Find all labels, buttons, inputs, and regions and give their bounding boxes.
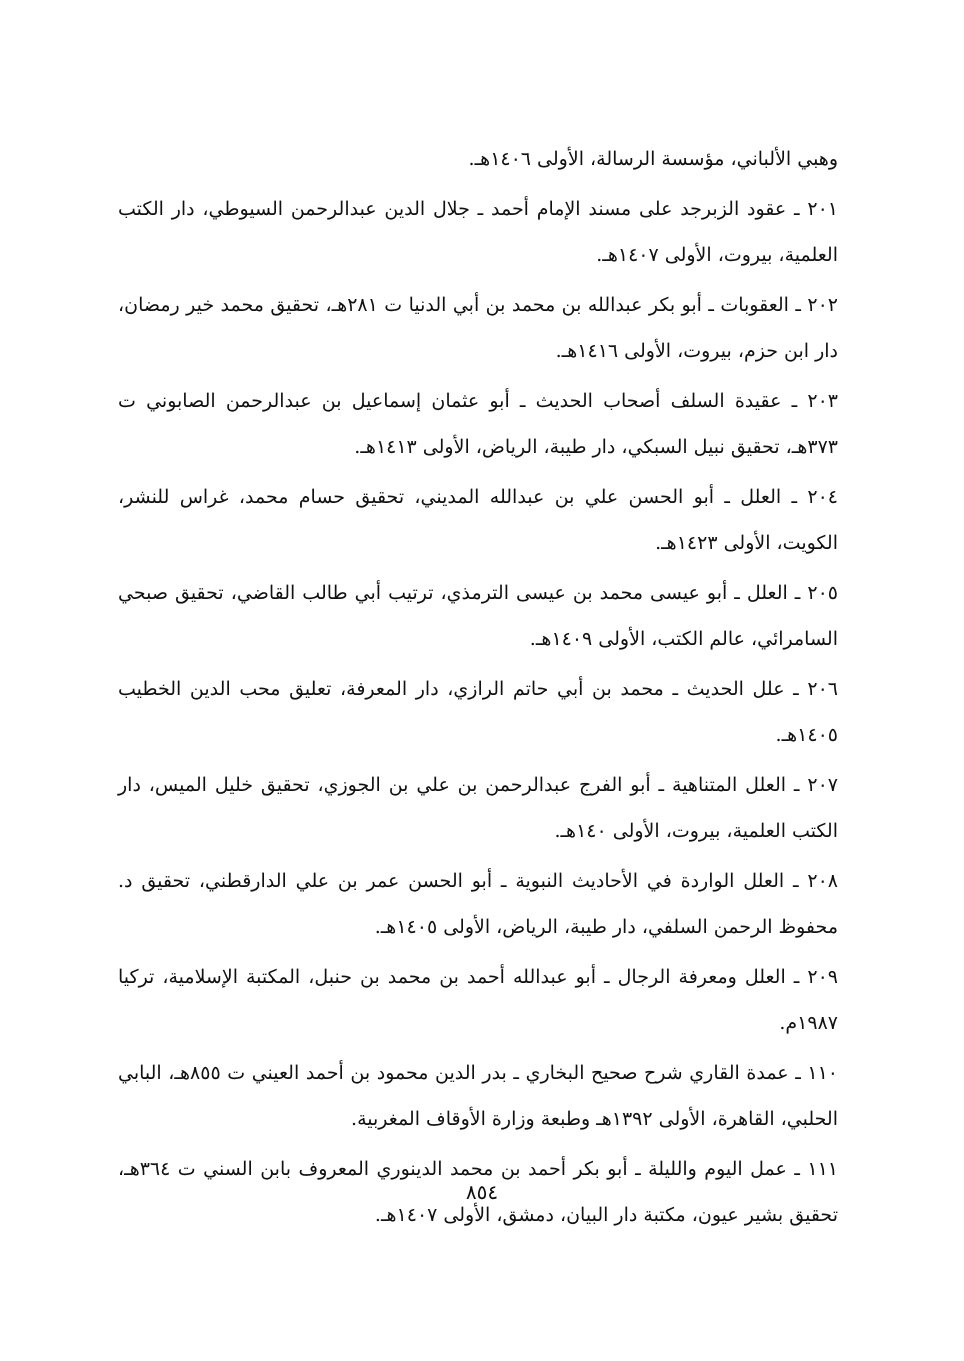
bibliography-entry-209: ٢٠٩ ـ العلل ومعرفة الرجال ـ أبو عبدالله أحمد بن محمد بن حنبل، المكتبة الإسلامية، تركيا ١٩٨٧م. <box>118 966 838 1034</box>
bibliography-entry-110: ١١٠ ـ عمدة القاري شرح صحيح البخاري ـ بدر الدين محمود بن أحمد العيني ت ٨٥٥هـ، البابي الحلبي، القاهرة، الأولى ١٣٩٢هـ وطبعة وزارة الأوقاف المغربية. <box>118 1062 838 1130</box>
bibliography-entry-205: ٢٠٥ ـ العلل ـ أبو عيسى محمد بن عيسى الترمذي، ترتيب أبي طالب القاضي، تحقيق صبحي السامرائي، عالم الكتب، الأولى ١٤٠٩هـ. <box>118 582 838 650</box>
page-number: ٨٥٤ <box>465 1180 499 1204</box>
bibliography-entry-208: ٢٠٨ ـ العلل الواردة في الأحاديث النبوية ـ أبو الحسن عمر بن علي الدارقطني، تحقيق د. محفوظ الرحمن السلفي، دار طيبة، الرياض، الأولى ١٤٠٥هـ. <box>118 870 838 938</box>
bibliography-entry-201: ٢٠١ ـ عقود الزبرجد على مسند الإمام أحمد ـ جلال الدين عبدالرحمن السيوطي، دار الكتب العلمية، بيروت، الأولى ١٤٠٧هـ. <box>118 198 838 266</box>
bibliography-entry-111: ١١١ ـ عمل اليوم والليلة ـ أبو بكر أحمد بن محمد الدينوري المعروف بابن السني ت ٣٦٤هـ، تحقيق بشير عيون، مكتبة دار البيان، دمشق، الأولى ١٤٠٧هـ. <box>118 1158 838 1226</box>
bibliography-entry-207: ٢٠٧ ـ العلل المتناهية ـ أبو الفرج عبدالرحمن بن علي بن الجوزي، تحقيق خليل الميس، دار الكتب العلمية، بيروت، الأولى ١٤٠هـ. <box>118 774 839 842</box>
bibliography-list <box>118 136 838 1242</box>
bibliography-entry-204: ٢٠٤ ـ العلل ـ أبو الحسن علي بن عبدالله المديني، تحقيق حسام محمد، غراس للنشر، الكويت، الأولى ١٤٢٣هـ. <box>118 486 838 554</box>
continuation-line: وهبي الألباني، مؤسسة الرسالة، الأولى ١٤٠٦هـ. <box>468 148 838 170</box>
bibliography-entry-203: ٢٠٣ ـ عقيدة السلف أصحاب الحديث ـ أبو عثمان إسماعيل بن عبدالرحمن الصابوني ت ٣٧٣هـ، تحقيق نبيل السبكي، دار طيبة، الرياض، الأولى ١٤١٣هـ. <box>118 390 838 458</box>
bibliography-entry-206: ٢٠٦ ـ علل الحديث ـ محمد بن أبي حاتم الرازي، دار المعرفة، تعليق محب الدين الخطيب ١٤٠٥هـ. <box>118 678 838 746</box>
bibliography-entry-202: ٢٠٢ ـ العقوبات ـ أبو بكر عبدالله بن محمد بن أبي الدنيا ت ٢٨١هـ، تحقيق محمد خير رمضان، دار ابن حزم، بيروت، الأولى ١٤١٦هـ. <box>118 294 838 362</box>
